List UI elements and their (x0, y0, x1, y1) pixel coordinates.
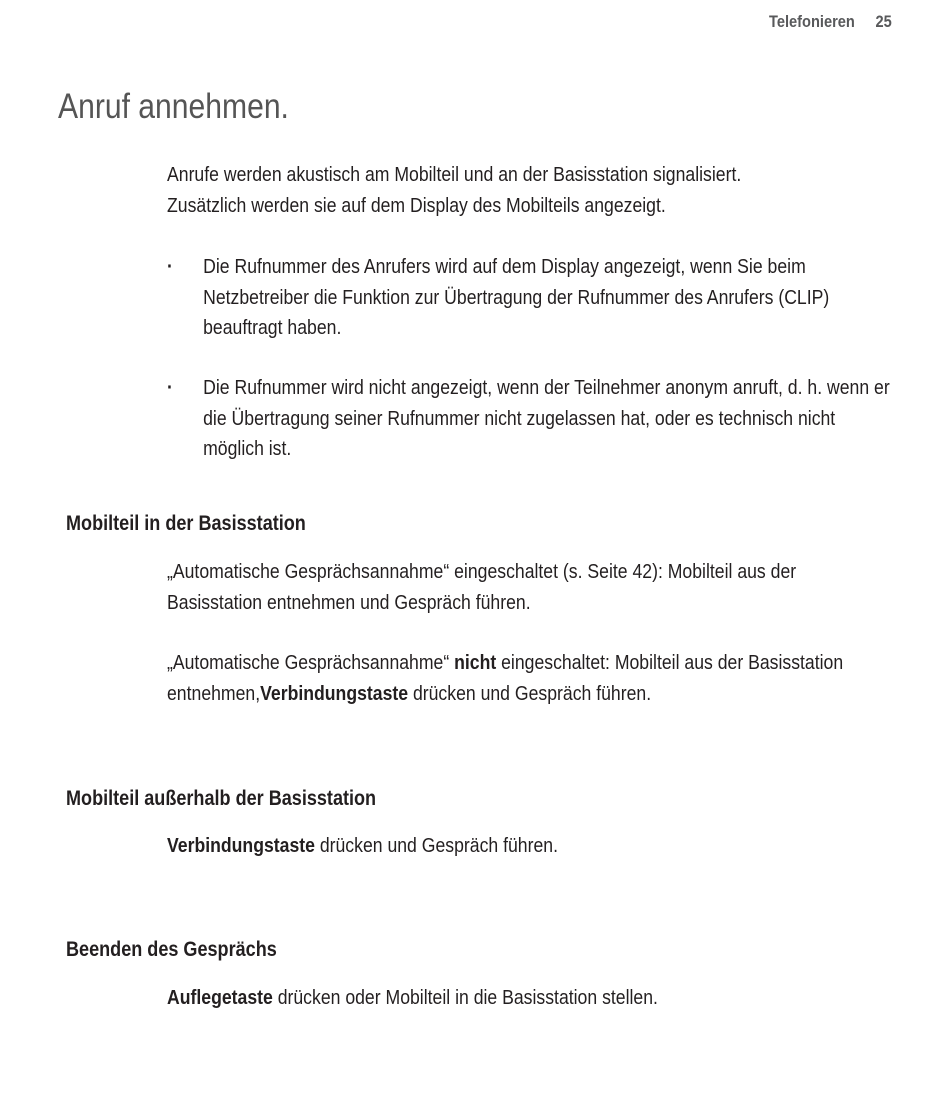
intro-line-2: Zusätzlich werden sie auf dem Display des Mobilteils angezeigt. (167, 193, 666, 217)
bullet-marker: · (167, 376, 173, 399)
bold-term-verbindungstaste: Verbindungstaste (260, 681, 409, 705)
in-base-text-2 (167, 648, 889, 709)
text-segment: drücken und Gespräch führen. (314, 834, 558, 857)
running-header-section: Telefonieren (769, 12, 856, 31)
bold-term-auflegetaste: Auflegetaste (167, 986, 273, 1009)
end-call-text (167, 983, 889, 1014)
in-base-paragraph-1 (167, 557, 889, 618)
text-segment: drücken und Gespräch führen. (408, 681, 652, 705)
heading-end-call: Beenden des Gesprächs (66, 938, 277, 961)
bullet-marker: · (167, 255, 173, 278)
end-call-paragraph (167, 983, 889, 1014)
heading-outside-base: Mobilteil außerhalb der Basisstation (66, 787, 377, 810)
bold-term-nicht: nicht (454, 651, 497, 674)
outside-base-text (167, 831, 889, 862)
text-segment: eingeschaltet: Mobilteil aus der Basisstation entnehmen, (167, 651, 844, 705)
bullet-item-clip (167, 252, 891, 344)
bullet-text: Die Rufnummer wird nicht angezeigt, wenn der Teilnehmer anonym anruft, d. h. wenn er die Übertragung seiner Rufnummer nicht zugelassen hat, oder es technisch nicht möglich ist. (203, 376, 890, 460)
intro-line-1: Anrufe werden akustisch am Mobilteil und an der Basisstation signalisiert. (167, 163, 742, 186)
intro-paragraph (167, 160, 889, 221)
bullet-item-anonymous (167, 373, 891, 465)
page-number: 25 (875, 12, 892, 31)
bullet-text: Die Rufnummer des Anrufers wird auf dem Display angezeigt, wenn Sie beim Netzbetreiber die Funktion zur Übertragung der Rufnummer des Anrufers (CLIP) beauftragt haben. (203, 255, 830, 339)
page-title: Anruf annehmen. (58, 87, 289, 126)
outside-base-paragraph (167, 831, 889, 862)
text-segment: „Automatische Gesprächsannahme“ (167, 651, 455, 674)
bold-term-verbindungstaste: Verbindungstaste (167, 834, 315, 857)
page-header (769, 12, 892, 32)
heading-in-base: Mobilteil in der Basisstation (66, 512, 306, 535)
in-base-text-1: „Automatische Gesprächsannahme“ eingeschaltet (s. Seite 42): Mobilteil aus der Basisstation entnehmen und Gespräch führen. (167, 560, 797, 614)
text-segment: drücken oder Mobilteil in die Basisstation stellen. (272, 986, 658, 1009)
in-base-paragraph-2 (167, 648, 889, 709)
